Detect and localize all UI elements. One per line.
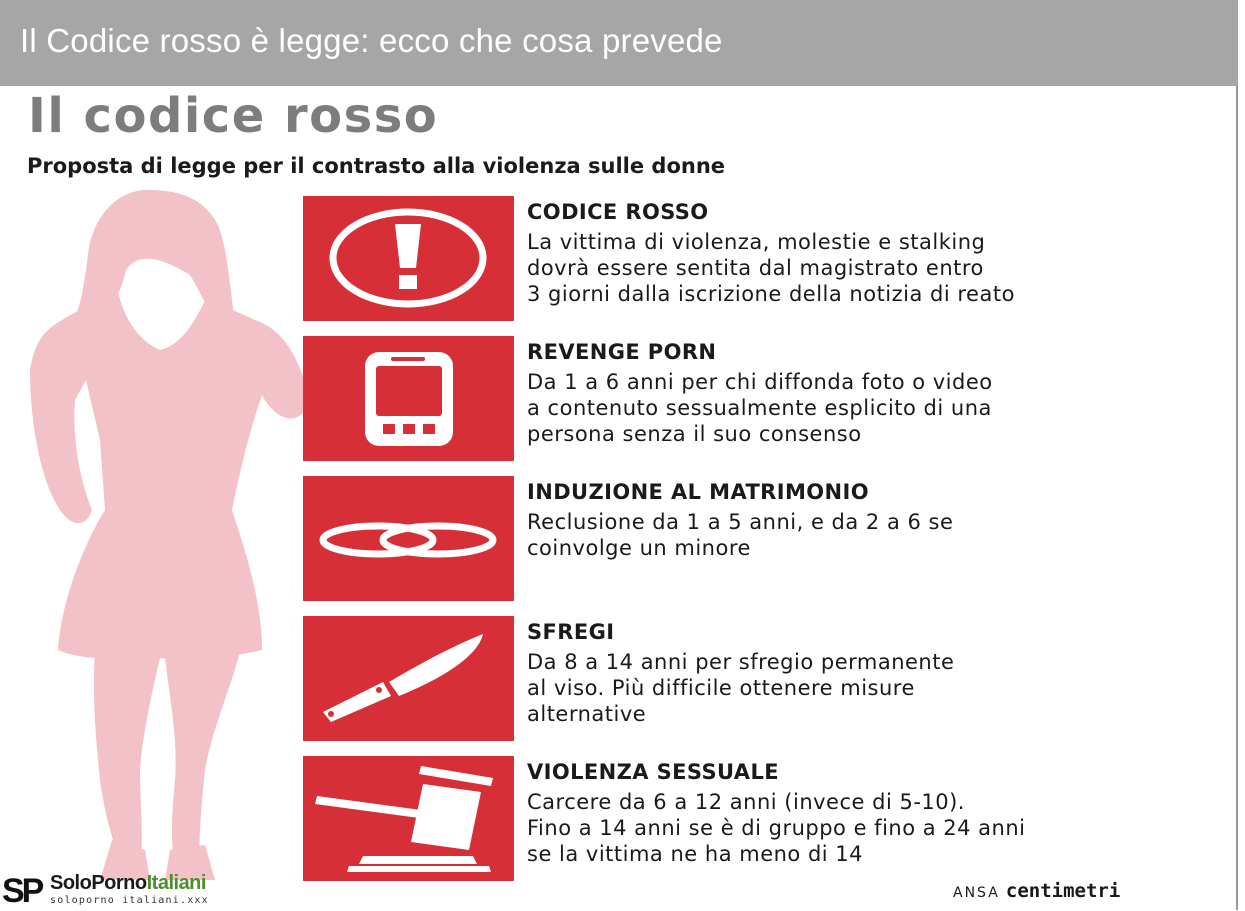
item-text-line: Carcere da 6 a 12 anni (invece di 5-10).	[527, 790, 965, 814]
wedding-rings-icon	[303, 476, 514, 601]
icon-tile-revenge-porn	[303, 336, 514, 461]
woman-silhouette-image	[0, 180, 320, 880]
watermark-name-part1: SoloPorno	[50, 872, 147, 894]
gavel-icon	[303, 756, 514, 881]
source-credit	[953, 880, 1120, 902]
item-title-revenge-porn: REVENGE PORN	[527, 340, 717, 364]
smartphone-icon	[303, 336, 514, 461]
item-text-line: se la vittima ne ha meno di 14	[527, 842, 864, 866]
watermark-name	[50, 872, 206, 895]
watermark-name-part2: Italiani	[146, 872, 206, 894]
infographic-title: Il codice rosso	[28, 88, 439, 144]
item-text-line: persona senza il suo consenso	[527, 422, 862, 446]
item-title-codice-rosso: CODICE ROSSO	[527, 200, 709, 224]
right-border	[1236, 86, 1238, 910]
header-bar	[0, 0, 1238, 86]
item-text-line: 3 giorni dalla iscrizione della notizia di reato	[527, 282, 1015, 306]
credit-studio: centimetri	[1005, 880, 1121, 902]
infographic-subtitle: Proposta di legge per il contrasto alla violenza sulle donne	[27, 154, 726, 178]
item-text-line: dovrà essere sentita dal magistrato entro	[527, 256, 984, 280]
knife-icon	[303, 616, 514, 741]
item-text-line: coinvolge un minore	[527, 536, 751, 560]
icon-tile-codice-rosso	[303, 196, 514, 321]
icon-tile-violenza-sessuale	[303, 756, 514, 881]
item-text-line: al viso. Più difficile ottenere misure	[527, 676, 915, 700]
item-title-sfregi: SFREGI	[527, 620, 615, 644]
alert-circle-icon	[303, 196, 514, 321]
item-title-matrimonio: INDUZIONE AL MATRIMONIO	[527, 480, 869, 504]
item-text-line: La vittima di violenza, molestie e stalking	[527, 230, 986, 254]
item-text-line: Reclusione da 1 a 5 anni, e da 2 a 6 se	[527, 510, 954, 534]
icon-tile-matrimonio	[303, 476, 514, 601]
item-title-violenza-sessuale: VIOLENZA SESSUALE	[527, 760, 779, 784]
page-title: Il Codice rosso è legge: ecco che cosa prevede	[20, 22, 723, 59]
item-text-line: alternative	[527, 702, 647, 726]
item-text-line: Da 1 a 6 anni per chi diffonda foto o video	[527, 370, 993, 394]
item-text-line: Da 8 a 14 anni per sfregio permanente	[527, 650, 955, 674]
icon-tile-sfregi	[303, 616, 514, 741]
watermark-mark: SP	[2, 872, 42, 910]
credit-agency: ANSA	[953, 885, 1000, 901]
item-text-line: a contenuto sessualmente esplicito di una	[527, 396, 992, 420]
watermark-url: soloporno italiani.xxx	[50, 895, 209, 906]
item-text-line: Fino a 14 anni se è di gruppo e fino a 24 anni	[527, 816, 1026, 840]
